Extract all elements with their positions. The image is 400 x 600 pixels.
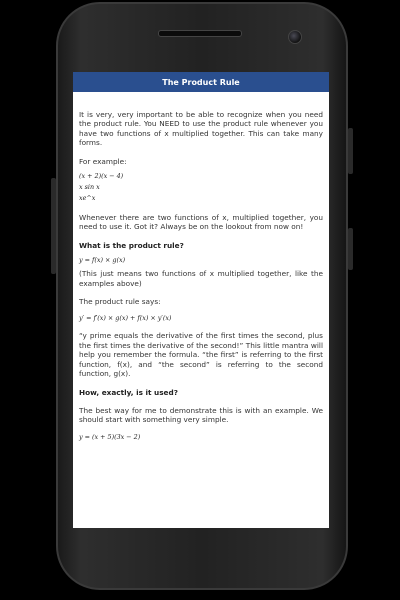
intro-paragraph: It is very, very important to be able to recognize when you need the product rule. You NEED to use the product rule whenever you have two functions of x multiplied together. This can take many forms. [79, 110, 323, 148]
article-content[interactable] [73, 110, 329, 443]
front-camera-icon [288, 30, 302, 44]
earpiece-speaker [158, 30, 242, 37]
example-item: x sin x [79, 183, 100, 192]
for-example-label: For example: [79, 156, 127, 166]
rule-says-label: The product rule says: [79, 297, 161, 307]
page-title: The Product Rule [162, 77, 240, 87]
whenever-paragraph: Whenever there are two functions of x, multiplied together, you need to use it. Got it? Always be on the lookout from now on! [79, 213, 323, 232]
title-bar [73, 72, 329, 92]
power-button [348, 128, 353, 174]
means-paragraph: (This just means two functions of x multiplied together, like the examples above) [79, 269, 323, 288]
formula-example: y = (x + 5)(3x − 2) [79, 432, 141, 441]
section-heading-what: What is the product rule? [79, 240, 184, 250]
volume-button [51, 178, 56, 274]
formula-derivative: y′ = f′(x) × g(x) + f(x) × y′(x) [79, 314, 172, 323]
formula-product: y = f(x) × g(x) [79, 256, 126, 265]
section-heading-how: How, exactly, is it used? [79, 387, 178, 397]
example-item: xe^x [79, 194, 96, 203]
best-way-paragraph: The best way for me to demonstrate this is with an example. We should start with something very simple. [79, 405, 323, 425]
examples-list [79, 171, 323, 204]
mantra-paragraph: “y prime equals the derivative of the first times the second, plus the first times the derivative of the second!” This little mantra will help you remember the formula. “the first” is referring to the first function, f(x), and “the second” is referring to the second function, g(x). [79, 331, 323, 379]
example-item: (x + 2)(x − 4) [79, 172, 124, 181]
app-screen[interactable] [73, 72, 329, 528]
camera-button [348, 228, 353, 270]
